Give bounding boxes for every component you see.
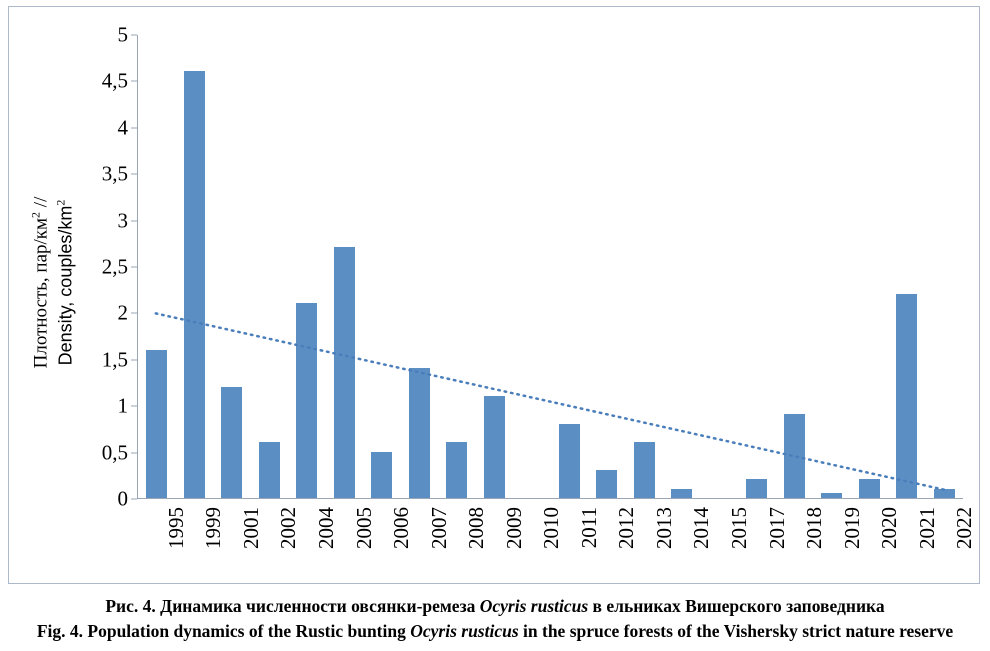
y-tick-mark xyxy=(131,499,137,500)
bar-slot xyxy=(851,35,889,498)
x-tick-label: 2009 xyxy=(501,507,526,549)
x-label-slot xyxy=(889,503,939,585)
x-tick-label: 2006 xyxy=(389,507,414,549)
x-label-slot xyxy=(626,503,676,585)
bar-slot xyxy=(138,35,176,498)
x-label-slot xyxy=(476,503,526,585)
x-tick-label: 1999 xyxy=(201,507,226,549)
x-tick-label: 2017 xyxy=(764,507,789,549)
caption-ru-species: Ocyris rusticus xyxy=(479,596,589,616)
bar-2013 xyxy=(634,442,655,498)
bar-slot xyxy=(776,35,814,498)
x-tick-label: 1995 xyxy=(163,507,188,549)
x-label-slot xyxy=(851,503,902,585)
y-tick-mark xyxy=(131,452,137,453)
y-tick-mark xyxy=(131,220,137,221)
x-tick-label: 2013 xyxy=(651,507,676,549)
x-label-slot xyxy=(739,503,789,585)
caption-en-text1: Population dynamics of the Rustic bunting xyxy=(87,621,411,642)
y-tick-mark xyxy=(131,81,137,82)
bar-slot xyxy=(513,35,551,498)
y-tick-label: 2 xyxy=(117,300,128,325)
y-axis-title-line1: Плотность, пар/км xyxy=(30,217,52,368)
bar-slot xyxy=(176,35,214,498)
x-tick-label: 2004 xyxy=(313,507,338,549)
x-label-slot xyxy=(138,503,188,585)
bar-slot xyxy=(888,35,926,498)
x-label-slot xyxy=(326,503,376,585)
bar-series xyxy=(138,35,963,498)
x-tick-label: 2010 xyxy=(539,507,564,549)
x-axis-labels xyxy=(138,503,977,585)
bar-slot xyxy=(438,35,476,498)
x-label-slot xyxy=(401,503,451,585)
x-tick-label: 2022 xyxy=(952,507,977,549)
x-tick-label: 2008 xyxy=(464,507,489,549)
caption-ru-text1: Динамика численности овсянки-ремеза xyxy=(160,596,480,616)
caption-en-prefix: Fig. 4. xyxy=(36,621,88,642)
x-tick-label: 2018 xyxy=(802,507,827,549)
caption-ru-prefix: Рис. 4. xyxy=(105,596,161,616)
x-tick-label: 2021 xyxy=(914,507,939,549)
bar-slot xyxy=(476,35,514,498)
y-tick-mark xyxy=(131,359,137,360)
y-tick-mark xyxy=(131,313,137,314)
bar-1995 xyxy=(146,350,167,498)
plot-area xyxy=(101,22,963,511)
x-tick-label: 2001 xyxy=(238,507,263,549)
x-tick-label: 2011 xyxy=(576,507,601,549)
x-label-slot xyxy=(814,503,864,585)
bar-slot xyxy=(363,35,401,498)
caption-en-species: Ocyris rusticus xyxy=(410,621,519,642)
y-tick-label: 4 xyxy=(117,115,128,140)
bar-slot xyxy=(213,35,251,498)
bar-2004 xyxy=(296,303,317,498)
bar-2022 xyxy=(934,489,955,498)
y-axis-title-line2: Density, couples/km xyxy=(55,205,76,365)
bar-2001 xyxy=(221,387,242,498)
x-label-slot xyxy=(438,503,489,585)
y-axis-title-line2-superscript: 2 xyxy=(53,199,67,206)
y-tick-label: 0 xyxy=(117,486,128,511)
bar-2017 xyxy=(746,479,767,498)
y-tick-label: 4,5 xyxy=(101,68,128,93)
caption-en-text2: in the spruce forests of the Vishersky strict nature reserve xyxy=(518,621,954,642)
y-tick-mark xyxy=(131,406,137,407)
y-tick-label: 2,5 xyxy=(101,254,128,279)
x-tick-label: 2007 xyxy=(426,507,451,549)
x-label-slot xyxy=(363,503,414,585)
bar-slot xyxy=(738,35,776,498)
x-label-slot xyxy=(288,503,338,585)
y-tick-label: 0,5 xyxy=(101,440,128,465)
y-tick-label: 3,5 xyxy=(101,161,128,186)
chart-frame xyxy=(8,6,980,584)
bar-2011 xyxy=(559,424,580,498)
bar-2005 xyxy=(334,247,355,498)
caption-russian xyxy=(0,594,990,619)
y-tick-label: 3 xyxy=(117,208,128,233)
bar-2008 xyxy=(446,442,467,498)
y-tick-mark xyxy=(131,35,137,36)
x-label-slot xyxy=(213,503,263,585)
x-label-slot xyxy=(701,503,751,585)
y-tick-mark xyxy=(131,267,137,268)
x-label-slot xyxy=(251,503,301,585)
y-tick-label: 1,5 xyxy=(101,347,128,372)
y-axis-title xyxy=(23,47,83,517)
y-tick-label: 5 xyxy=(117,22,128,47)
x-label-slot xyxy=(589,503,639,585)
bar-2012 xyxy=(596,470,617,498)
bar-slot xyxy=(326,35,364,498)
bar-slot xyxy=(813,35,851,498)
figure-caption xyxy=(0,594,990,645)
caption-english xyxy=(0,619,990,644)
x-label-slot xyxy=(551,503,601,585)
bar-2002 xyxy=(259,442,280,498)
bar-slot xyxy=(551,35,589,498)
x-tick-label: 2002 xyxy=(276,507,301,549)
bar-slot xyxy=(626,35,664,498)
bar-2020 xyxy=(859,479,880,498)
bar-slot xyxy=(588,35,626,498)
bar-slot xyxy=(701,35,739,498)
x-tick-label: 2014 xyxy=(689,507,714,549)
x-label-slot xyxy=(776,503,827,585)
bar-slot xyxy=(251,35,289,498)
bar-slot xyxy=(401,35,439,498)
bar-2006 xyxy=(371,452,392,498)
x-label-slot xyxy=(176,503,226,585)
x-tick-label: 2015 xyxy=(726,507,751,549)
x-axis-line xyxy=(137,498,963,499)
y-tick-mark xyxy=(131,174,137,175)
bar-2009 xyxy=(484,396,505,498)
y-tick-mark xyxy=(131,127,137,128)
bar-2019 xyxy=(821,493,842,498)
bar-slot xyxy=(926,35,964,498)
x-label-slot xyxy=(926,503,977,585)
bar-2007 xyxy=(409,368,430,498)
y-axis-title-line1-tail: // xyxy=(30,196,52,212)
x-tick-label: 2019 xyxy=(839,507,864,549)
bar-slot xyxy=(288,35,326,498)
bar-1999 xyxy=(184,71,205,498)
bar-slot xyxy=(663,35,701,498)
x-tick-label: 2020 xyxy=(877,507,902,549)
bar-2014 xyxy=(671,489,692,498)
x-tick-label: 2012 xyxy=(614,507,639,549)
bar-2021 xyxy=(896,294,917,498)
y-axis-title-line1-superscript: 2 xyxy=(28,211,43,218)
caption-ru-text2: в ельниках Вишерского заповедника xyxy=(588,596,885,616)
x-label-slot xyxy=(664,503,714,585)
x-label-slot xyxy=(513,503,564,585)
y-tick-label: 1 xyxy=(117,393,128,418)
x-tick-label: 2005 xyxy=(351,507,376,549)
bar-2018 xyxy=(784,414,805,498)
